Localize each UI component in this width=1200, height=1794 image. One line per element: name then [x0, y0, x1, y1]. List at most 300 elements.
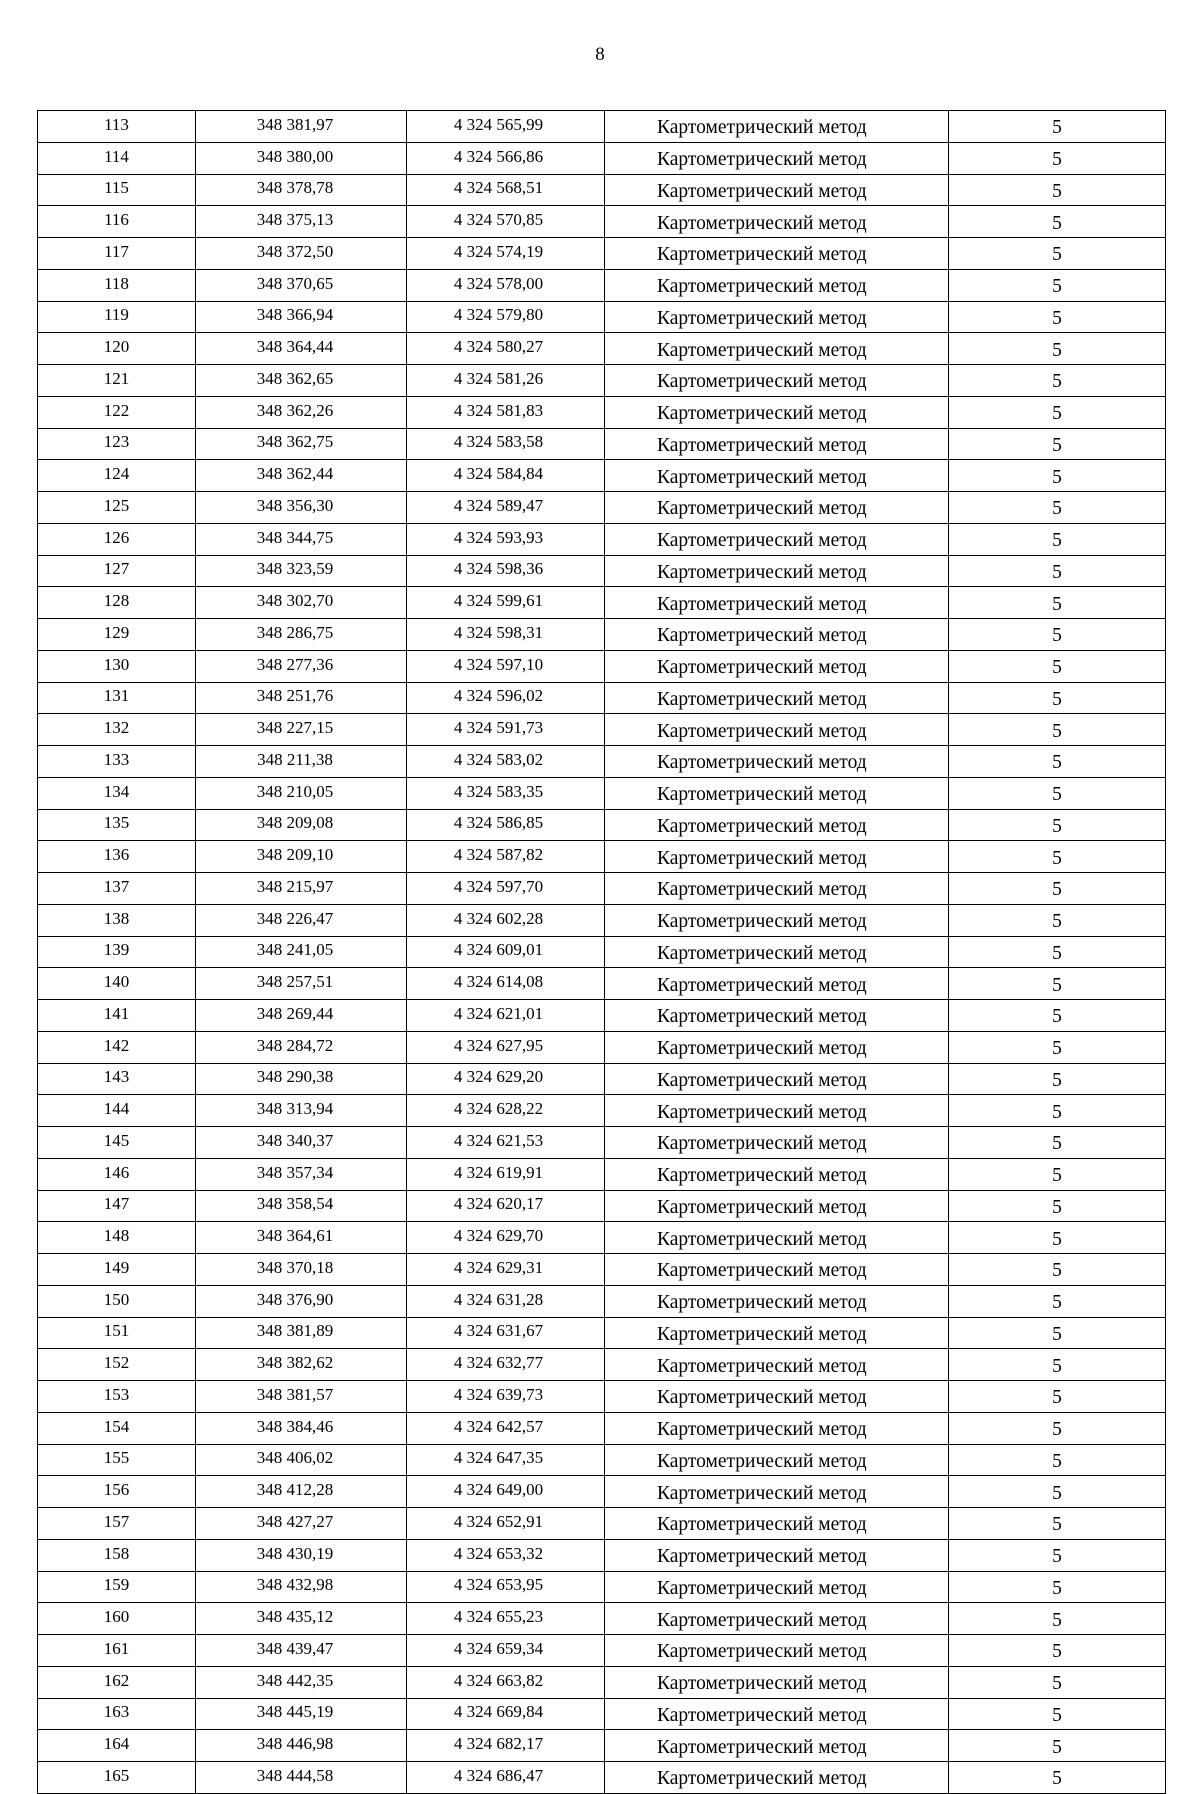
precision-cell: 5 [949, 396, 1166, 428]
point-number-cell: 152 [38, 1349, 196, 1381]
table-row [38, 206, 1166, 238]
table-row [38, 460, 1166, 492]
precision-cell: 5 [949, 777, 1166, 809]
x-coordinate-cell: 348 446,98 [196, 1730, 407, 1762]
method-cell: Картометрический метод [605, 1635, 949, 1667]
precision-cell: 5 [949, 1476, 1166, 1508]
table-row [38, 777, 1166, 809]
method-cell: Картометрический метод [605, 587, 949, 619]
point-number-cell: 119 [38, 301, 196, 333]
x-coordinate-cell: 348 412,28 [196, 1476, 407, 1508]
y-coordinate-cell: 4 324 621,01 [407, 1000, 605, 1032]
point-number-cell: 125 [38, 492, 196, 524]
precision-cell: 5 [949, 301, 1166, 333]
y-coordinate-cell: 4 324 596,02 [407, 682, 605, 714]
x-coordinate-cell: 348 357,34 [196, 1158, 407, 1190]
precision-cell: 5 [949, 238, 1166, 270]
precision-cell: 5 [949, 1127, 1166, 1159]
precision-cell: 5 [949, 1603, 1166, 1635]
table-row [38, 936, 1166, 968]
x-coordinate-cell: 348 211,38 [196, 746, 407, 778]
precision-cell: 5 [949, 1571, 1166, 1603]
y-coordinate-cell: 4 324 581,83 [407, 396, 605, 428]
table-row [38, 1539, 1166, 1571]
y-coordinate-cell: 4 324 579,80 [407, 301, 605, 333]
y-coordinate-cell: 4 324 587,82 [407, 841, 605, 873]
x-coordinate-cell: 348 384,46 [196, 1412, 407, 1444]
table-row [38, 746, 1166, 778]
table-row [38, 396, 1166, 428]
method-cell: Картометрический метод [605, 1095, 949, 1127]
y-coordinate-cell: 4 324 602,28 [407, 904, 605, 936]
method-cell: Картометрический метод [605, 1412, 949, 1444]
precision-cell: 5 [949, 1730, 1166, 1762]
point-number-cell: 123 [38, 428, 196, 460]
precision-cell: 5 [949, 1412, 1166, 1444]
x-coordinate-cell: 348 227,15 [196, 714, 407, 746]
y-coordinate-cell: 4 324 597,70 [407, 873, 605, 905]
y-coordinate-cell: 4 324 653,95 [407, 1571, 605, 1603]
method-cell: Картометрический метод [605, 746, 949, 778]
table-row [38, 1222, 1166, 1254]
table-row [38, 1444, 1166, 1476]
precision-cell: 5 [949, 1698, 1166, 1730]
method-cell: Картометрический метод [605, 873, 949, 905]
point-number-cell: 154 [38, 1412, 196, 1444]
y-coordinate-cell: 4 324 578,00 [407, 269, 605, 301]
y-coordinate-cell: 4 324 629,31 [407, 1254, 605, 1286]
x-coordinate-cell: 348 372,50 [196, 238, 407, 270]
precision-cell: 5 [949, 873, 1166, 905]
point-number-cell: 116 [38, 206, 196, 238]
precision-cell: 5 [949, 1317, 1166, 1349]
y-coordinate-cell: 4 324 659,34 [407, 1635, 605, 1667]
method-cell: Картометрический метод [605, 1127, 949, 1159]
x-coordinate-cell: 348 445,19 [196, 1698, 407, 1730]
x-coordinate-cell: 348 430,19 [196, 1539, 407, 1571]
table-row [38, 809, 1166, 841]
table-row [38, 714, 1166, 746]
point-number-cell: 145 [38, 1127, 196, 1159]
precision-cell: 5 [949, 1635, 1166, 1667]
precision-cell: 5 [949, 650, 1166, 682]
method-cell: Картометрический метод [605, 1698, 949, 1730]
x-coordinate-cell: 348 209,08 [196, 809, 407, 841]
method-cell: Картометрический метод [605, 396, 949, 428]
method-cell: Картометрический метод [605, 460, 949, 492]
x-coordinate-cell: 348 257,51 [196, 968, 407, 1000]
table-row [38, 523, 1166, 555]
point-number-cell: 147 [38, 1190, 196, 1222]
table-row [38, 1095, 1166, 1127]
precision-cell: 5 [949, 841, 1166, 873]
x-coordinate-cell: 348 284,72 [196, 1031, 407, 1063]
precision-cell: 5 [949, 1349, 1166, 1381]
precision-cell: 5 [949, 1254, 1166, 1286]
precision-cell: 5 [949, 587, 1166, 619]
method-cell: Картометрический метод [605, 1571, 949, 1603]
point-number-cell: 149 [38, 1254, 196, 1286]
table-row [38, 365, 1166, 397]
table-row [38, 841, 1166, 873]
x-coordinate-cell: 348 442,35 [196, 1666, 407, 1698]
precision-cell: 5 [949, 111, 1166, 143]
y-coordinate-cell: 4 324 629,20 [407, 1063, 605, 1095]
point-number-cell: 156 [38, 1476, 196, 1508]
precision-cell: 5 [949, 1063, 1166, 1095]
point-number-cell: 155 [38, 1444, 196, 1476]
x-coordinate-cell: 348 269,44 [196, 1000, 407, 1032]
table-row [38, 650, 1166, 682]
precision-cell: 5 [949, 523, 1166, 555]
y-coordinate-cell: 4 324 566,86 [407, 142, 605, 174]
y-coordinate-cell: 4 324 627,95 [407, 1031, 605, 1063]
precision-cell: 5 [949, 333, 1166, 365]
point-number-cell: 142 [38, 1031, 196, 1063]
y-coordinate-cell: 4 324 663,82 [407, 1666, 605, 1698]
method-cell: Картометрический метод [605, 301, 949, 333]
table-row [38, 1254, 1166, 1286]
table-row [38, 174, 1166, 206]
method-cell: Картометрический метод [605, 1000, 949, 1032]
method-cell: Картометрический метод [605, 968, 949, 1000]
x-coordinate-cell: 348 323,59 [196, 555, 407, 587]
point-number-cell: 137 [38, 873, 196, 905]
method-cell: Картометрический метод [605, 269, 949, 301]
y-coordinate-cell: 4 324 591,73 [407, 714, 605, 746]
table-row [38, 1063, 1166, 1095]
precision-cell: 5 [949, 968, 1166, 1000]
method-cell: Картометрический метод [605, 1730, 949, 1762]
method-cell: Картометрический метод [605, 682, 949, 714]
precision-cell: 5 [949, 682, 1166, 714]
method-cell: Картометрический метод [605, 428, 949, 460]
x-coordinate-cell: 348 406,02 [196, 1444, 407, 1476]
table-row [38, 301, 1166, 333]
method-cell: Картометрический метод [605, 1031, 949, 1063]
x-coordinate-cell: 348 370,18 [196, 1254, 407, 1286]
x-coordinate-cell: 348 376,90 [196, 1285, 407, 1317]
y-coordinate-cell: 4 324 583,58 [407, 428, 605, 460]
point-number-cell: 127 [38, 555, 196, 587]
point-number-cell: 130 [38, 650, 196, 682]
x-coordinate-cell: 348 356,30 [196, 492, 407, 524]
point-number-cell: 118 [38, 269, 196, 301]
method-cell: Картометрический метод [605, 333, 949, 365]
precision-cell: 5 [949, 206, 1166, 238]
precision-cell: 5 [949, 1508, 1166, 1540]
x-coordinate-cell: 348 215,97 [196, 873, 407, 905]
point-number-cell: 124 [38, 460, 196, 492]
y-coordinate-cell: 4 324 598,36 [407, 555, 605, 587]
precision-cell: 5 [949, 1666, 1166, 1698]
y-coordinate-cell: 4 324 629,70 [407, 1222, 605, 1254]
table-row [38, 1158, 1166, 1190]
table-row [38, 619, 1166, 651]
table-row [38, 1190, 1166, 1222]
x-coordinate-cell: 348 381,89 [196, 1317, 407, 1349]
method-cell: Картометрический метод [605, 1444, 949, 1476]
precision-cell: 5 [949, 1381, 1166, 1413]
table-row [38, 1730, 1166, 1762]
point-number-cell: 136 [38, 841, 196, 873]
precision-cell: 5 [949, 460, 1166, 492]
point-number-cell: 141 [38, 1000, 196, 1032]
point-number-cell: 157 [38, 1508, 196, 1540]
table-row [38, 269, 1166, 301]
point-number-cell: 113 [38, 111, 196, 143]
method-cell: Картометрический метод [605, 1190, 949, 1222]
x-coordinate-cell: 348 241,05 [196, 936, 407, 968]
point-number-cell: 120 [38, 333, 196, 365]
method-cell: Картометрический метод [605, 714, 949, 746]
table-row [38, 1635, 1166, 1667]
y-coordinate-cell: 4 324 599,61 [407, 587, 605, 619]
y-coordinate-cell: 4 324 614,08 [407, 968, 605, 1000]
method-cell: Картометрический метод [605, 1349, 949, 1381]
x-coordinate-cell: 348 286,75 [196, 619, 407, 651]
point-number-cell: 148 [38, 1222, 196, 1254]
method-cell: Картометрический метод [605, 523, 949, 555]
x-coordinate-cell: 348 362,44 [196, 460, 407, 492]
method-cell: Картометрический метод [605, 904, 949, 936]
y-coordinate-cell: 4 324 620,17 [407, 1190, 605, 1222]
point-number-cell: 115 [38, 174, 196, 206]
y-coordinate-cell: 4 324 574,19 [407, 238, 605, 270]
table-row [38, 968, 1166, 1000]
x-coordinate-cell: 348 432,98 [196, 1571, 407, 1603]
x-coordinate-cell: 348 381,57 [196, 1381, 407, 1413]
y-coordinate-cell: 4 324 649,00 [407, 1476, 605, 1508]
point-number-cell: 143 [38, 1063, 196, 1095]
y-coordinate-cell: 4 324 647,35 [407, 1444, 605, 1476]
y-coordinate-cell: 4 324 628,22 [407, 1095, 605, 1127]
point-number-cell: 158 [38, 1539, 196, 1571]
x-coordinate-cell: 348 226,47 [196, 904, 407, 936]
point-number-cell: 164 [38, 1730, 196, 1762]
point-number-cell: 132 [38, 714, 196, 746]
y-coordinate-cell: 4 324 686,47 [407, 1762, 605, 1794]
method-cell: Картометрический метод [605, 1317, 949, 1349]
y-coordinate-cell: 4 324 655,23 [407, 1603, 605, 1635]
precision-cell: 5 [949, 746, 1166, 778]
table-row [38, 1000, 1166, 1032]
table-row [38, 1571, 1166, 1603]
precision-cell: 5 [949, 809, 1166, 841]
point-number-cell: 126 [38, 523, 196, 555]
point-number-cell: 161 [38, 1635, 196, 1667]
method-cell: Картометрический метод [605, 809, 949, 841]
method-cell: Картометрический метод [605, 1254, 949, 1286]
precision-cell: 5 [949, 1539, 1166, 1571]
table-row [38, 1127, 1166, 1159]
point-number-cell: 135 [38, 809, 196, 841]
method-cell: Картометрический метод [605, 619, 949, 651]
method-cell: Картометрический метод [605, 206, 949, 238]
method-cell: Картометрический метод [605, 777, 949, 809]
x-coordinate-cell: 348 362,65 [196, 365, 407, 397]
table-row [38, 1349, 1166, 1381]
y-coordinate-cell: 4 324 669,84 [407, 1698, 605, 1730]
y-coordinate-cell: 4 324 589,47 [407, 492, 605, 524]
x-coordinate-cell: 348 382,62 [196, 1349, 407, 1381]
page-number: 8 [595, 44, 605, 65]
point-number-cell: 122 [38, 396, 196, 428]
x-coordinate-cell: 348 370,65 [196, 269, 407, 301]
x-coordinate-cell: 348 366,94 [196, 301, 407, 333]
y-coordinate-cell: 4 324 583,02 [407, 746, 605, 778]
y-coordinate-cell: 4 324 631,67 [407, 1317, 605, 1349]
method-cell: Картометрический метод [605, 1666, 949, 1698]
table-row [38, 333, 1166, 365]
table-row [38, 1476, 1166, 1508]
x-coordinate-cell: 348 364,44 [196, 333, 407, 365]
method-cell: Картометрический метод [605, 1476, 949, 1508]
precision-cell: 5 [949, 1000, 1166, 1032]
point-number-cell: 128 [38, 587, 196, 619]
table-row [38, 1412, 1166, 1444]
precision-cell: 5 [949, 904, 1166, 936]
table-row [38, 111, 1166, 143]
table-row [38, 428, 1166, 460]
method-cell: Картометрический метод [605, 555, 949, 587]
y-coordinate-cell: 4 324 581,26 [407, 365, 605, 397]
precision-cell: 5 [949, 365, 1166, 397]
method-cell: Картометрический метод [605, 238, 949, 270]
x-coordinate-cell: 348 378,78 [196, 174, 407, 206]
point-number-cell: 146 [38, 1158, 196, 1190]
point-number-cell: 144 [38, 1095, 196, 1127]
table-row [38, 873, 1166, 905]
table-row [38, 904, 1166, 936]
y-coordinate-cell: 4 324 642,57 [407, 1412, 605, 1444]
method-cell: Картометрический метод [605, 1158, 949, 1190]
method-cell: Картометрический метод [605, 1603, 949, 1635]
point-number-cell: 165 [38, 1762, 196, 1794]
point-number-cell: 121 [38, 365, 196, 397]
point-number-cell: 114 [38, 142, 196, 174]
precision-cell: 5 [949, 1444, 1166, 1476]
point-number-cell: 162 [38, 1666, 196, 1698]
x-coordinate-cell: 348 302,70 [196, 587, 407, 619]
point-number-cell: 131 [38, 682, 196, 714]
method-cell: Картометрический метод [605, 174, 949, 206]
table-row [38, 238, 1166, 270]
table-row [38, 1285, 1166, 1317]
precision-cell: 5 [949, 1095, 1166, 1127]
table-row [38, 492, 1166, 524]
x-coordinate-cell: 348 439,47 [196, 1635, 407, 1667]
point-number-cell: 129 [38, 619, 196, 651]
x-coordinate-cell: 348 313,94 [196, 1095, 407, 1127]
x-coordinate-cell: 348 290,38 [196, 1063, 407, 1095]
y-coordinate-cell: 4 324 682,17 [407, 1730, 605, 1762]
point-number-cell: 134 [38, 777, 196, 809]
x-coordinate-cell: 348 364,61 [196, 1222, 407, 1254]
precision-cell: 5 [949, 1762, 1166, 1794]
point-number-cell: 139 [38, 936, 196, 968]
method-cell: Картометрический метод [605, 111, 949, 143]
method-cell: Картометрический метод [605, 1762, 949, 1794]
precision-cell: 5 [949, 936, 1166, 968]
method-cell: Картометрический метод [605, 365, 949, 397]
x-coordinate-cell: 348 444,58 [196, 1762, 407, 1794]
method-cell: Картометрический метод [605, 1539, 949, 1571]
method-cell: Картометрический метод [605, 650, 949, 682]
x-coordinate-cell: 348 381,97 [196, 111, 407, 143]
y-coordinate-cell: 4 324 570,85 [407, 206, 605, 238]
y-coordinate-cell: 4 324 584,84 [407, 460, 605, 492]
table-row [38, 1603, 1166, 1635]
precision-cell: 5 [949, 174, 1166, 206]
table-row [38, 1031, 1166, 1063]
x-coordinate-cell: 348 362,75 [196, 428, 407, 460]
x-coordinate-cell: 348 344,75 [196, 523, 407, 555]
table-row [38, 555, 1166, 587]
point-number-cell: 138 [38, 904, 196, 936]
method-cell: Картометрический метод [605, 1285, 949, 1317]
precision-cell: 5 [949, 1031, 1166, 1063]
method-cell: Картометрический метод [605, 936, 949, 968]
point-number-cell: 151 [38, 1317, 196, 1349]
point-number-cell: 160 [38, 1603, 196, 1635]
y-coordinate-cell: 4 324 639,73 [407, 1381, 605, 1413]
x-coordinate-cell: 348 362,26 [196, 396, 407, 428]
point-number-cell: 150 [38, 1285, 196, 1317]
y-coordinate-cell: 4 324 632,77 [407, 1349, 605, 1381]
x-coordinate-cell: 348 210,05 [196, 777, 407, 809]
y-coordinate-cell: 4 324 598,31 [407, 619, 605, 651]
precision-cell: 5 [949, 714, 1166, 746]
x-coordinate-cell: 348 435,12 [196, 1603, 407, 1635]
y-coordinate-cell: 4 324 631,28 [407, 1285, 605, 1317]
coordinates-table [37, 110, 1166, 1794]
coordinates-table-body [38, 111, 1166, 1794]
y-coordinate-cell: 4 324 583,35 [407, 777, 605, 809]
table-row [38, 1381, 1166, 1413]
y-coordinate-cell: 4 324 652,91 [407, 1508, 605, 1540]
method-cell: Картометрический метод [605, 492, 949, 524]
method-cell: Картометрический метод [605, 1222, 949, 1254]
x-coordinate-cell: 348 380,00 [196, 142, 407, 174]
precision-cell: 5 [949, 555, 1166, 587]
precision-cell: 5 [949, 1190, 1166, 1222]
x-coordinate-cell: 348 251,76 [196, 682, 407, 714]
table-row [38, 587, 1166, 619]
point-number-cell: 140 [38, 968, 196, 1000]
precision-cell: 5 [949, 428, 1166, 460]
x-coordinate-cell: 348 277,36 [196, 650, 407, 682]
precision-cell: 5 [949, 142, 1166, 174]
method-cell: Картометрический метод [605, 1381, 949, 1413]
table-row [38, 142, 1166, 174]
table-row [38, 1666, 1166, 1698]
table-row [38, 1317, 1166, 1349]
x-coordinate-cell: 348 358,54 [196, 1190, 407, 1222]
precision-cell: 5 [949, 1222, 1166, 1254]
point-number-cell: 133 [38, 746, 196, 778]
method-cell: Картометрический метод [605, 1508, 949, 1540]
y-coordinate-cell: 4 324 621,53 [407, 1127, 605, 1159]
y-coordinate-cell: 4 324 593,93 [407, 523, 605, 555]
y-coordinate-cell: 4 324 580,27 [407, 333, 605, 365]
table-row [38, 1762, 1166, 1794]
y-coordinate-cell: 4 324 609,01 [407, 936, 605, 968]
y-coordinate-cell: 4 324 653,32 [407, 1539, 605, 1571]
x-coordinate-cell: 348 340,37 [196, 1127, 407, 1159]
x-coordinate-cell: 348 375,13 [196, 206, 407, 238]
method-cell: Картометрический метод [605, 142, 949, 174]
